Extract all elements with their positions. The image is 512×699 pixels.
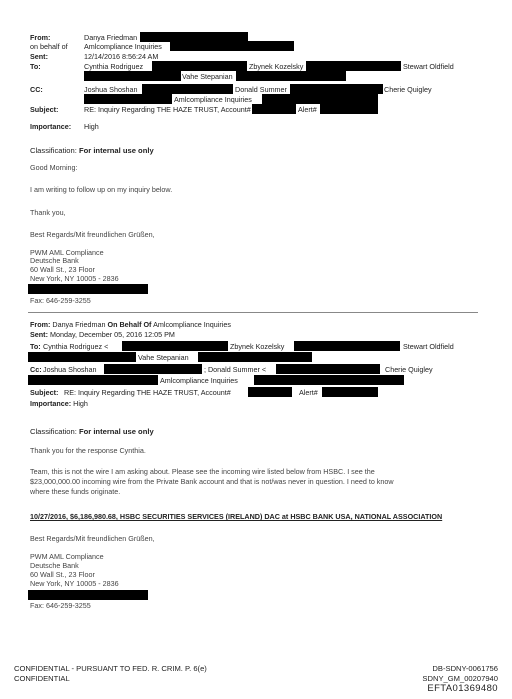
body-line: I am writing to follow up on my inquiry below. — [30, 185, 173, 194]
redaction — [28, 284, 148, 294]
signature-line: New York, NY 10005 - 2836 — [30, 274, 119, 283]
fax-line: Fax: 646-259-3255 — [30, 296, 91, 305]
redaction — [152, 61, 247, 71]
on-behalf-value: Amlcompliance Inquiries — [153, 320, 231, 329]
to-recipient-4: Vahe Stepanian — [182, 72, 233, 81]
cc-recipient-3: Cherie Quigley — [384, 85, 432, 94]
footer-left-1: CONFIDENTIAL - PURSUANT TO FED. R. CRIM. P. 6(e) — [14, 664, 207, 673]
cc-recipient-1: Joshua Shoshan — [43, 365, 97, 374]
redaction — [84, 94, 172, 104]
regards-line: Best Regards/Mit freundlichen Grüßen, — [30, 230, 155, 239]
sent-line — [30, 330, 175, 339]
cc-recipient-4: Amlcompliance Inquiries — [174, 95, 252, 104]
classification — [30, 427, 154, 437]
signature-line: 60 Wall St., 23 Floor — [30, 265, 95, 274]
footer-left-2: CONFIDENTIAL — [14, 674, 70, 683]
redaction — [84, 71, 181, 81]
wire-line: 10/27/2016, $6,186,980.68, HSBC SECURITIES SERVICES (IRELAND) DAC at HSBC BANK USA, NATIONAL ASSOCIATION — [30, 512, 443, 521]
to-label: To: — [30, 342, 41, 351]
behalf-value: Amlcompliance Inquiries — [84, 42, 162, 51]
from-line — [30, 320, 231, 329]
footer-right-3: EFTA01369480 — [427, 683, 498, 694]
body-line: where these funds originate. — [30, 487, 121, 496]
cc-label: CC: — [30, 85, 43, 94]
redaction — [306, 61, 401, 71]
signature-line: PWM AML Compliance — [30, 552, 104, 561]
sent-label: Sent: — [30, 52, 48, 61]
signature-line: PWM AML Compliance — [30, 248, 104, 257]
classification-label: Classification: — [30, 427, 77, 436]
sent-value: 12/14/2016 8:56:24 AM — [84, 52, 159, 61]
cc-recipient-3: Cherie Quigley — [385, 365, 433, 374]
to-label: To: — [30, 62, 41, 71]
to-recipient-3: Stewart Oldfield — [403, 62, 454, 71]
cc-recipient-1: Joshua Shoshan — [84, 85, 138, 94]
cc-recipient-2: Donald Summer — [235, 85, 287, 94]
redaction — [254, 375, 404, 385]
redaction — [262, 94, 378, 104]
to-recipient-2: Zbynek Kozelsky — [230, 342, 285, 351]
classification-value: For internal use only — [78, 427, 154, 436]
redaction — [236, 71, 346, 81]
sent-value: Monday, December 05, 2016 12:05 PM — [49, 330, 175, 339]
divider — [28, 312, 478, 313]
signature-line: New York, NY 10005 - 2836 — [30, 579, 119, 588]
redaction — [320, 104, 378, 114]
on-behalf-of: On Behalf Of — [107, 320, 152, 329]
subject-value: RE: Inquiry Regarding THE HAZE TRUST, Account# — [64, 388, 231, 397]
footer-right-1: DB-SDNY-0061756 — [432, 664, 498, 673]
classification-value: For internal use only — [78, 146, 154, 155]
footer-right-2: SDNY_GM_00207940 — [422, 674, 498, 683]
greeting: Good Morning: — [30, 163, 78, 172]
sent-label: Sent: — [30, 330, 48, 339]
redaction — [142, 84, 233, 94]
redaction — [198, 352, 312, 362]
redaction — [28, 352, 136, 362]
subject-label: Subject: — [30, 105, 59, 114]
classification — [30, 146, 154, 156]
subject-label: Subject: — [30, 388, 59, 397]
to-recipient-2: Zbynek Kozelsky — [249, 62, 304, 71]
redaction — [294, 341, 400, 351]
subject-alert: Alert# — [299, 388, 318, 397]
from-name: Danya Friedman — [52, 320, 106, 329]
importance-line — [30, 399, 88, 408]
redaction — [322, 387, 378, 397]
redaction — [104, 364, 202, 374]
cc-recipient-4: Amlcompliance Inquiries — [160, 376, 238, 385]
redaction — [290, 84, 383, 94]
to-recipient-4: Vahe Stepanian — [138, 353, 189, 362]
importance-value: High — [84, 122, 99, 131]
signature-line: Deutsche Bank — [30, 561, 79, 570]
body-line: $23,000,000.00 incoming wire from the Private Bank account and that is not/was never in question. I need to know — [30, 477, 394, 486]
redaction — [248, 387, 292, 397]
importance-label: Importance: — [30, 122, 72, 131]
subject-alert: Alert# — [298, 105, 317, 114]
importance-value: High — [73, 399, 88, 408]
body-line: Team, this is not the wire I am asking about. Please see the incoming wire listed below from HSBC. I see the — [30, 467, 375, 476]
redaction — [122, 341, 228, 351]
redaction — [170, 41, 294, 51]
behalf-label: on behalf of — [30, 42, 68, 51]
to-recipient-1: Cynthia Rodriguez < — [43, 342, 109, 351]
to-recipient-3: Stewart Oldfield — [403, 342, 454, 351]
classification-label: Classification: — [30, 146, 77, 155]
redaction — [276, 364, 380, 374]
redaction — [252, 104, 296, 114]
from-value: Danya Friedman — [84, 33, 138, 42]
to-recipient-1: Cynthia Rodriguez — [84, 62, 144, 71]
from-label: From: — [30, 320, 51, 329]
signature-line: Deutsche Bank — [30, 256, 79, 265]
importance-label: Importance: — [30, 399, 72, 408]
cc-recipient-2: ; Donald Summer < — [204, 365, 267, 374]
signature-line: 60 Wall St., 23 Floor — [30, 570, 95, 579]
thanks-line: Thank you for the response Cynthia. — [30, 446, 146, 455]
redaction — [28, 590, 148, 600]
fax-line: Fax: 646-259-3255 — [30, 601, 91, 610]
thanks-line: Thank you, — [30, 208, 66, 217]
redaction — [28, 375, 158, 385]
subject-value: RE: Inquiry Regarding THE HAZE TRUST, Account# — [84, 105, 251, 114]
regards-line: Best Regards/Mit freundlichen Grüßen, — [30, 534, 155, 543]
cc-label: Cc: — [30, 365, 42, 374]
from-label: From: — [30, 33, 51, 42]
